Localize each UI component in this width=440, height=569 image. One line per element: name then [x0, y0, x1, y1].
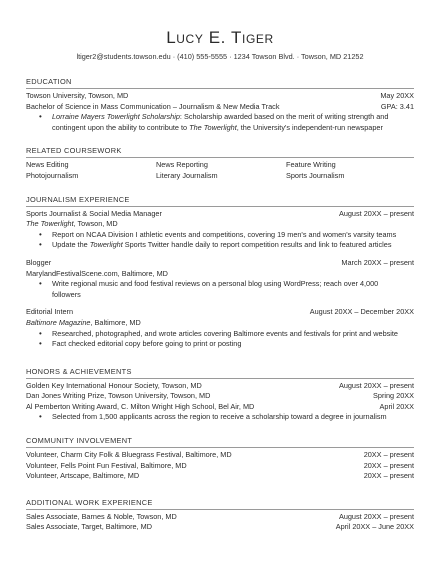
- job-org-row: [26, 269, 414, 280]
- work-row: [26, 512, 414, 523]
- honor-name: Al Pemberton Writing Award, C. Milton Wright High School, Bel Air, MD: [26, 401, 255, 411]
- work-name: Sales Associate, Target, Baltimore, MD: [26, 522, 152, 532]
- bullet-text: followers: [52, 289, 81, 299]
- job-org-location: , Towson, MD: [73, 219, 118, 229]
- section-title-community: COMMUNITY INVOLVEMENT: [26, 436, 414, 448]
- job-role: Sports Journalist & Social Media Manager: [26, 208, 162, 218]
- degree: Bachelor of Science in Mass Communication – Journalism & New Media Track: [26, 101, 280, 111]
- scholarship-text-1: : Scholarship awarded based on the merit of writing strength and: [179, 112, 389, 122]
- section-title-work: ADDITIONAL WORK EXPERIENCE: [26, 498, 414, 510]
- contact-line: ltiger2@students.towson.edu · (410) 555-5555 · 1234 Towson Blvd. · Towson, MD 21252: [76, 52, 364, 61]
- resume-name: Lucy E. Tiger: [166, 28, 274, 47]
- gpa: GPA: 3.41: [380, 101, 414, 111]
- bullet-text: Sports Twitter handle daily to report competition results and link to featured articles: [122, 240, 392, 250]
- section-title-experience: JOURNALISM EXPERIENCE: [26, 195, 414, 207]
- section-title-education: EDUCATION: [26, 77, 414, 89]
- course-item: News Reporting: [156, 160, 208, 170]
- job-date: March 20XX – present: [341, 257, 414, 267]
- list-item: • Selected from 1,500 applicants across the region to receive a scholarship toward a degree in journalism: [52, 412, 414, 423]
- course-item: Sports Journalism: [286, 170, 345, 180]
- school-name: Towson University, Towson, MD: [26, 91, 129, 100]
- coursework-section: [26, 146, 414, 181]
- scholarship-name: Lorraine Mayers Towerlight Scholarship: [52, 112, 180, 122]
- community-row: [26, 450, 414, 461]
- list-item: • Researched, photographed, and wrote articles covering Baltimore events and festivals for print and website: [52, 329, 414, 340]
- community-row: [26, 471, 414, 482]
- scholarship-newspaper: The Towerlight: [189, 122, 237, 132]
- honor-row: [26, 391, 414, 402]
- community-date: 20XX – present: [363, 450, 414, 460]
- job-date: August 20XX – present: [338, 208, 414, 218]
- education-degree-row: [26, 102, 414, 113]
- job-title-row: [26, 307, 414, 318]
- job-bullets: [26, 279, 414, 300]
- education-section: [26, 77, 414, 133]
- honor-date: Spring 20XX: [373, 391, 414, 401]
- job-bullets: [26, 230, 414, 251]
- course-item: Photojournalism: [26, 170, 79, 180]
- job-role: Blogger: [26, 257, 52, 267]
- honor-name: Dan Jones Writing Prize, Towson University, Towson, MD: [26, 391, 211, 401]
- community-name: Volunteer, Artscape, Baltimore, MD: [26, 471, 140, 481]
- job-date: August 20XX – December 20XX: [309, 307, 414, 317]
- bullet-text: Write regional music and food festival reviews on a personal blog using WordPress; reach over 4,000: [52, 279, 379, 289]
- job-org-location: , Baltimore, MD: [90, 317, 141, 327]
- coursework-grid: [26, 160, 414, 181]
- course-item: Literary Journalism: [156, 170, 218, 180]
- work-date: April 20XX – June 20XX: [335, 522, 414, 532]
- list-item: [52, 112, 414, 133]
- education-school-row: [26, 91, 414, 102]
- honor-date: August 20XX – present: [338, 380, 414, 390]
- work-name: Sales Associate, Barnes & Noble, Towson, MD: [26, 511, 177, 521]
- work-row: [26, 522, 414, 533]
- job-org-name: Baltimore Magazine: [26, 317, 91, 327]
- section-title-coursework: RELATED COURSEWORK: [26, 146, 414, 158]
- job-title-row: [26, 209, 414, 220]
- job-org-row: [26, 318, 414, 329]
- work-section: [26, 498, 414, 533]
- job-role: Editorial Intern: [26, 307, 74, 317]
- job-bullets: [26, 329, 414, 350]
- community-name: Volunteer, Charm City Folk & Bluegrass Festival, Baltimore, MD: [26, 450, 232, 460]
- experience-section: [26, 195, 414, 350]
- honor-name: Golden Key International Honour Society, Towson, MD: [26, 380, 202, 390]
- job-org-row: [26, 219, 414, 230]
- community-section: [26, 436, 414, 482]
- section-title-honors: HONORS & ACHIEVEMENTS: [26, 367, 414, 379]
- honor-bullets: [26, 412, 414, 423]
- honor-row: [26, 402, 414, 413]
- bullet-text: Update the: [52, 240, 90, 250]
- honor-row: [26, 381, 414, 392]
- community-date: 20XX – present: [363, 471, 414, 481]
- bullet-italic: Towerlight: [89, 240, 123, 250]
- community-date: 20XX – present: [363, 460, 414, 470]
- list-item: • Report on NCAA Division I athletic events and competitions, covering 19 men's and women's varsity teams: [52, 230, 414, 241]
- job-org-name: The Towerlight: [26, 219, 74, 229]
- job-org-name: MarylandFestivalScene.com, Baltimore, MD: [26, 268, 168, 278]
- course-item: Feature Writing: [286, 160, 336, 170]
- scholarship-text-2: contingent upon the ability to contribute to: [52, 122, 190, 132]
- scholarship-text-3: , the University's independent-run newspaper: [236, 122, 383, 132]
- honors-section: [26, 367, 414, 423]
- education-bullets: [26, 112, 414, 133]
- community-row: [26, 461, 414, 472]
- list-item: • Fact checked editorial copy before going to print or posting: [52, 339, 414, 350]
- work-date: August 20XX – present: [338, 511, 414, 521]
- list-item: [52, 240, 414, 251]
- graduation-date: May 20XX: [380, 91, 414, 100]
- honor-date: April 20XX: [379, 401, 414, 411]
- list-item: [52, 279, 414, 300]
- community-name: Volunteer, Fells Point Fun Festival, Baltimore, MD: [26, 460, 187, 470]
- job-title-row: [26, 258, 414, 269]
- course-item: News Editing: [26, 160, 69, 170]
